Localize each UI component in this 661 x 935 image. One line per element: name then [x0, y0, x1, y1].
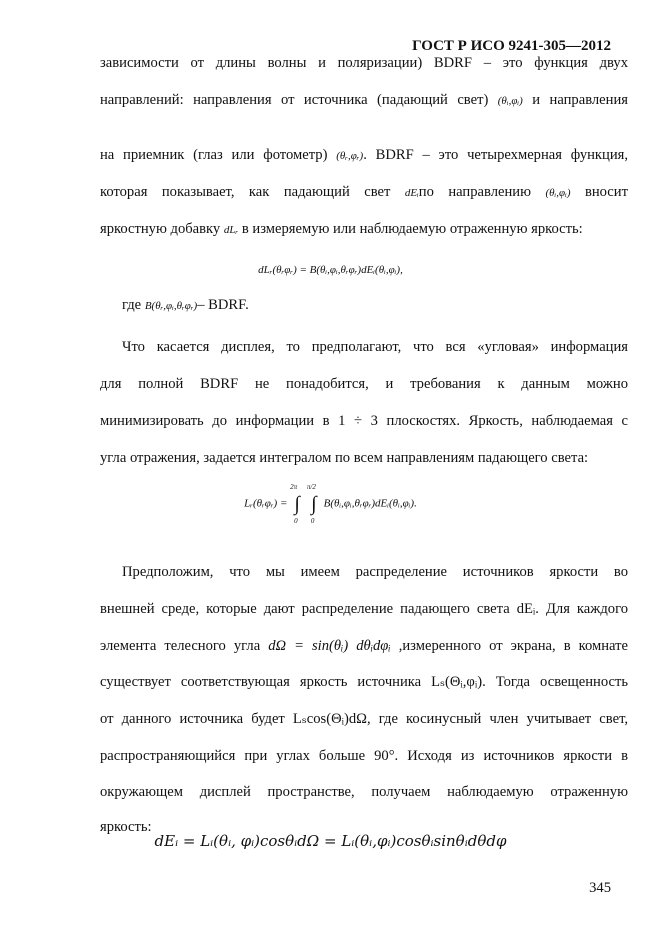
integral-lower-limit: 0 [310, 517, 315, 525]
integral-upper-limit: π/2 [306, 483, 316, 491]
inline-formula: B(θᵣ,φᵢ,θᵣφᵣ) [144, 300, 198, 312]
text-line [100, 637, 628, 655]
text-segment: яркость: [100, 819, 152, 835]
text-line [100, 600, 628, 618]
text-segment: которая показывает, как падающий свет [100, 184, 405, 200]
text-segment: в измеряемую или наблюдаемую отраженную яркость: [238, 221, 583, 237]
text-line [100, 91, 628, 110]
text-segment: Что касается дисплея, то предполагают, что вся «угловая» информация [122, 339, 628, 355]
text-segment: зависимости от длины волны и поляризации) BDRF – это функция двух [100, 55, 628, 71]
text-line [100, 183, 628, 202]
inline-formula: (θᵢ,φᵢ) [545, 187, 571, 199]
text-line [100, 747, 628, 765]
text-line [100, 673, 628, 691]
text-line [122, 563, 628, 581]
text-segment: минимизировать до информации в 1 ÷ 3 плоскостях. Яркость, наблюдаемая с [100, 413, 628, 429]
text-segment: вносит [570, 184, 628, 200]
text-segment: по направлению [418, 184, 546, 200]
text-segment: существует соответствующая яркость источника Lₛ(Θᵢ,φᵢ). Тогда освещенность [100, 674, 628, 690]
text-line [100, 220, 628, 239]
integral-integrand: B(θᵢ,φᵢ,θᵣφᵣ)dEᵢ(θᵢ,φᵢ). [323, 497, 417, 510]
text-segment: ,измеренного от экрана, в комнате [390, 638, 628, 654]
text-segment: направлений: направления от источника (падающий свет) [100, 92, 498, 108]
integral-sign-outer: 2π ∫ 0 [290, 483, 300, 525]
document-header: ГОСТ Р ИСО 9241-305—2012 [412, 38, 611, 54]
integral-lhs: Lᵣ(θᵣφᵣ) = [244, 497, 291, 510]
text-line [100, 710, 628, 728]
formula-illuminance: dEᵢ = Lᵢ(θᵢ, φᵢ)cosθᵢdΩ = Lᵢ(θᵢ,φᵢ)cosθᵢsinθᵢdθdφ [154, 832, 507, 850]
text-segment: для полной BDRF не понадобится, и требования к данным можно [100, 376, 628, 392]
formula-brdf: dLᵣ(θᵣφᵣ) = B(θᵢ,φᵢ,θᵣφᵣ)dEᵢ(θᵢ,φᵢ), [258, 264, 403, 276]
text-line [100, 375, 628, 393]
text-line [122, 338, 628, 356]
integral-sign-inner: π/2 ∫ 0 [306, 483, 317, 525]
formula-integral [0, 483, 661, 525]
text-segment: где [122, 297, 145, 313]
inline-formula: (θᵢ,φᵢ) [497, 95, 523, 107]
integral-lower-limit: 0 [294, 517, 298, 525]
text-segment: от данного источника будет Lₛcos(Θᵢ)dΩ, где косинусный член учитывает свет, [100, 711, 628, 727]
inline-formula: dLᵣ [223, 224, 239, 236]
inline-formula: dΩ = sin(θᵢ) dθᵢdφᵢ [268, 638, 391, 654]
text-line [100, 783, 628, 801]
text-line [100, 146, 628, 165]
text-line [100, 449, 628, 467]
integral-upper-limit: 2π [290, 483, 298, 491]
text-segment: угла отражения, задается интегралом по всем направлениям падающего света: [100, 450, 589, 466]
text-segment: элемента телесного угла [100, 638, 269, 654]
text-segment: распространяющийся при углах больше 90°. Исходя из источников яркости в [100, 748, 628, 764]
text-segment: внешней среде, которые дают распределение падающего света dEᵢ. Для каждого [100, 601, 628, 617]
text-segment: . BDRF – это четырехмерная функция, [363, 147, 629, 163]
text-line [100, 412, 628, 430]
inline-formula: dEᵢ [404, 187, 419, 199]
inline-formula: (θᵣ,φᵣ) [336, 150, 364, 162]
text-line [100, 54, 628, 72]
text-segment: яркостную добавку [100, 221, 224, 237]
text-segment: – BDRF. [197, 297, 249, 313]
text-segment: на приемник (глаз или фотометр) [100, 147, 337, 163]
text-line [122, 296, 628, 315]
text-segment: и направления [522, 92, 628, 108]
page-number: 345 [589, 880, 611, 896]
text-segment: окружающем дисплей пространстве, получаем наблюдаемую отраженную [100, 784, 628, 800]
text-segment: Предположим, что мы имеем распределение источников яркости во [122, 564, 628, 580]
